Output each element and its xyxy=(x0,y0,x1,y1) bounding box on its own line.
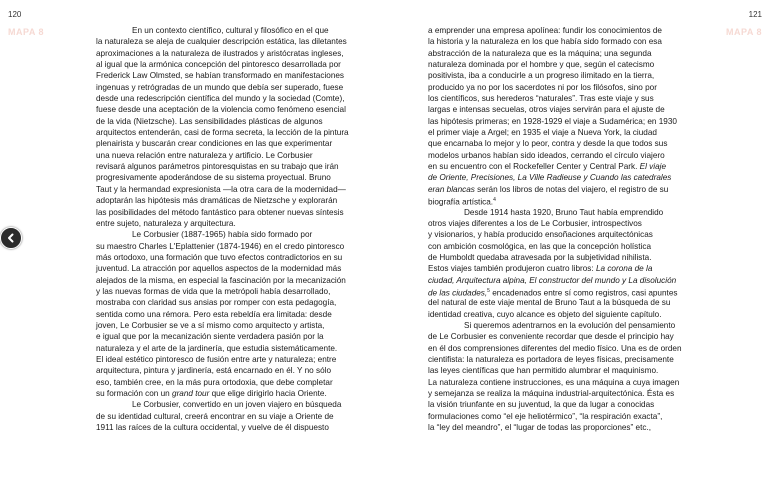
text-line: arquitectos entenderán, casi de forma secreta, la lección de la pintura xyxy=(96,128,349,138)
page-number-left: 120 xyxy=(8,10,22,19)
text-line: la historia y la naturaleza en los que había sido formado con esa xyxy=(428,37,662,47)
text-line-mixed xyxy=(428,161,702,172)
text-line: fuese desde una aceptación de la violencia como fenómeno esencial xyxy=(96,105,346,115)
text-line: naturaleza dominada por el hombre y que, según el catecismo xyxy=(428,60,655,70)
text-line: alejados de la misma, en especial la fascinación por la mecanización xyxy=(96,275,346,285)
text-line: los científicos, sus herederos “naturales”. Tras este viaje y sus xyxy=(428,94,654,104)
text-line: progresivamente apoderándose de su sistema proyectual. Bruno xyxy=(96,173,331,183)
text-line: formulaciones como “el eje heliotérmico”, “la respiración exacta”, xyxy=(428,411,663,421)
text-run: biografía artística. xyxy=(428,197,494,207)
section-label-left: MAPA 8 xyxy=(8,27,45,37)
text-line: al igual que la armónica concepción del pintoresco desarrollada por xyxy=(96,60,341,70)
text-line: 1911 las raíces de la cultura occidental, y vuelve de él dispuesto xyxy=(96,423,329,433)
italic-title: eran blancas xyxy=(428,184,475,194)
text-line xyxy=(428,275,702,286)
text-line: a emprender una empresa apolínea: fundir los conocimientos de xyxy=(428,26,662,35)
text-line: la naturaleza se aleja de cualquier descripción estática, las diletantes xyxy=(96,37,347,47)
text-run: encadenados entre sí como registros, casi apuntes xyxy=(489,288,678,298)
italic-term: grand tour xyxy=(172,389,210,398)
text-line: las leyes científicas que han permitido alumbrar el maquinismo. xyxy=(428,366,659,376)
text-line: e igual que por la mecanización siente verdadera pasión por la xyxy=(96,332,324,342)
right-text-column xyxy=(428,25,702,433)
text-line: la “ley del meandro”, el “lugar de todas las proporciones” etc., xyxy=(428,423,651,433)
text-line: sentida como una rémora. Pero esta rebeldía era limitada: desde xyxy=(96,309,332,319)
text-line-mixed xyxy=(428,263,702,274)
previous-page-button[interactable] xyxy=(0,227,22,249)
text-run: Estos viajes también produjeron cuatro libros: xyxy=(428,264,596,274)
left-text-column xyxy=(96,25,368,433)
text-line: modelos urbanos habían sido ideados, cerrando el círculo viajero xyxy=(428,150,665,160)
text-line: y las nuevas formas de vida que la metrópoli había desarrollado, xyxy=(96,286,331,296)
text-line: entre sujeto, naturaleza y arquitectura. xyxy=(96,218,236,228)
text-line: de su identidad cultural, creerá encontrar en su viaje a Oriente de xyxy=(96,411,334,421)
text-line: mostraba con claridad sus ansias por romper con esta pedagogía, xyxy=(96,298,337,308)
text-line: Le Corbusier (1887-1965) había sido formado por xyxy=(132,230,313,240)
text-line: la visión triunfante en su juventud, la que da lugar a conocidas xyxy=(428,400,655,410)
text-line-mixed xyxy=(428,184,702,195)
text-line: de Humboldt quedaba atravesada por la subjetividad nihilista. xyxy=(428,252,652,262)
footnote-ref: 4 xyxy=(493,197,496,204)
text-line-mixed xyxy=(96,388,368,399)
text-line: su maestro Charles L'Eplattenier (1874-1946) en el credo pintoresco xyxy=(96,241,345,251)
text-line xyxy=(428,172,702,183)
text-line: Frederick Law Olmsted, se habían transformado en manifestaciones xyxy=(96,71,345,81)
section-label-right: MAPA 8 xyxy=(725,27,762,37)
text-line: más ortodoxo, una formación que tuvo efectos contradictorios en su xyxy=(96,252,343,262)
italic-title: La corona de la xyxy=(595,264,653,274)
text-line: adoptarán las hipótesis más dramáticas de Nietzsche y explorarán xyxy=(96,196,338,206)
text-line: las hipótesis primeras; en 1928-1929 el viaje a Sudamérica; en 1930 xyxy=(428,116,677,126)
chevron-left-icon xyxy=(6,233,16,243)
text-line: que encarnaba lo mejor y lo peor, contra y desde la que todos sus xyxy=(428,139,668,149)
text-line: largas e intensas secuelas, otros viajes servirán para el ajuste de xyxy=(428,105,665,115)
text-line: revisará algunos parámetros pintoresquistas en su trabajo que irán xyxy=(96,162,339,172)
text-run: que elige dirigirlo hacia Oriente. xyxy=(209,389,327,398)
page-number-right: 121 xyxy=(748,10,762,19)
footnote-ref: 5 xyxy=(487,287,490,294)
text-line: de la vida (Nietzsche). Las sensibilidades plásticas de algunos xyxy=(96,116,323,126)
text-line: Desde 1914 hasta 1920, Bruno Taut había emprendido xyxy=(464,207,664,217)
text-line: del natural de este viaje mental de Bruno Taut a la búsqueda de su xyxy=(428,298,671,308)
text-line: aproximaciones a la naturaleza de ilustrados y aristócratas ingleses, xyxy=(96,48,344,58)
italic-title: de Oriente, Precisiones, La Ville Radieuse y Cuando las catedrales xyxy=(428,173,672,183)
text-line: En un contexto científico, cultural y filosófico en el que xyxy=(132,26,329,35)
italic-title: de las ciudades, xyxy=(428,288,488,298)
text-line: ingenuas y retrógradas de un mundo que debía ser superado, fuese xyxy=(96,82,344,92)
text-line: con ambición cosmológica, en las que la concepción holística xyxy=(428,241,652,251)
text-line: plenairista y buscarán crear condiciones en las que experimentar xyxy=(96,139,333,149)
text-line: de Le Corbusier es conveniente recordar que desde el principio hay xyxy=(428,332,674,342)
text-line: juventud. La atracción por aquellos aspectos de la modernidad más xyxy=(96,264,342,274)
text-line: positivista, iba a conducirle a un progreso ilimitado en la tierra, xyxy=(428,71,655,81)
text-line: producido ya no por los sacerdotes ni por los filósofos, sino por xyxy=(428,82,657,92)
text-line: Si queremos adentrarnos en la evolución del pensamiento xyxy=(464,320,676,330)
text-line: cientifista: la naturaleza es portadora de leyes físicas, precisamente xyxy=(428,354,674,364)
text-line: una nueva relación entre naturaleza y artificio. Le Corbusier xyxy=(96,150,313,160)
text-line-mixed xyxy=(428,286,702,297)
text-line: joven, Le Corbusier se ve a sí mismo como arquitecto y artista, xyxy=(96,320,325,330)
text-line: Le Corbusier, convertido en un joven viajero en búsqueda xyxy=(132,400,342,410)
text-line: otros viajes diferentes a los de Le Corbusier, introspectivos xyxy=(428,218,642,228)
italic-title: ciudad, Arquitectura alpina, El constructor del mundo y La disolución xyxy=(428,275,677,285)
text-line: Taut y la hermandad expresionista —la otra cara de la modernidad— xyxy=(96,184,346,194)
text-line: arquitectura, pintura y jardinería, está encarnado en él. Y no sólo xyxy=(96,366,332,376)
italic-title: El viaje xyxy=(639,162,667,172)
text-line: las posibilidades del método fantástico para obtener nuevas síntesis xyxy=(96,207,344,217)
text-line: eso, también cree, en la más pura ortodoxia, que debe completar xyxy=(96,377,333,387)
text-line: El ideal estético pintoresco de fusión entre arte y naturaleza; entre xyxy=(96,354,337,364)
text-line: y visionarios, y había producido ensoñaciones arquitectónicas xyxy=(428,230,653,240)
text-run: serán los libros de notas del viajero, el registro de su xyxy=(474,184,669,194)
text-line: desde una redescripción científica del mundo y la sociedad (Comte), xyxy=(96,94,345,104)
text-line: identidad creativa, cuyo alcance es objeto del siguiente capítulo. xyxy=(428,309,662,319)
text-run: en su encuentro con el Rockefeller Center y Central Park. xyxy=(428,162,640,172)
text-line: abstracción de la naturaleza que es la máquina; una segunda xyxy=(428,48,652,58)
text-line: en él dos comprensiones diferentes del medio físico. Una es de orden xyxy=(428,343,682,353)
text-line-mixed xyxy=(428,195,702,206)
text-line: el primer viaje a Argel; en 1935 el viaje a Nueva York, la ciudad xyxy=(428,128,657,138)
text-line: La naturaleza contiene instrucciones, es una máquina a cuya imagen xyxy=(428,377,680,387)
text-line: y semejanza se realiza la máquina industrial-arquitectónica. Ésta es xyxy=(428,389,675,398)
text-line: naturaleza y el arte de la jardinería, que estudia sistemáticamente. xyxy=(96,343,338,353)
text-run: su formación con un xyxy=(96,389,173,398)
